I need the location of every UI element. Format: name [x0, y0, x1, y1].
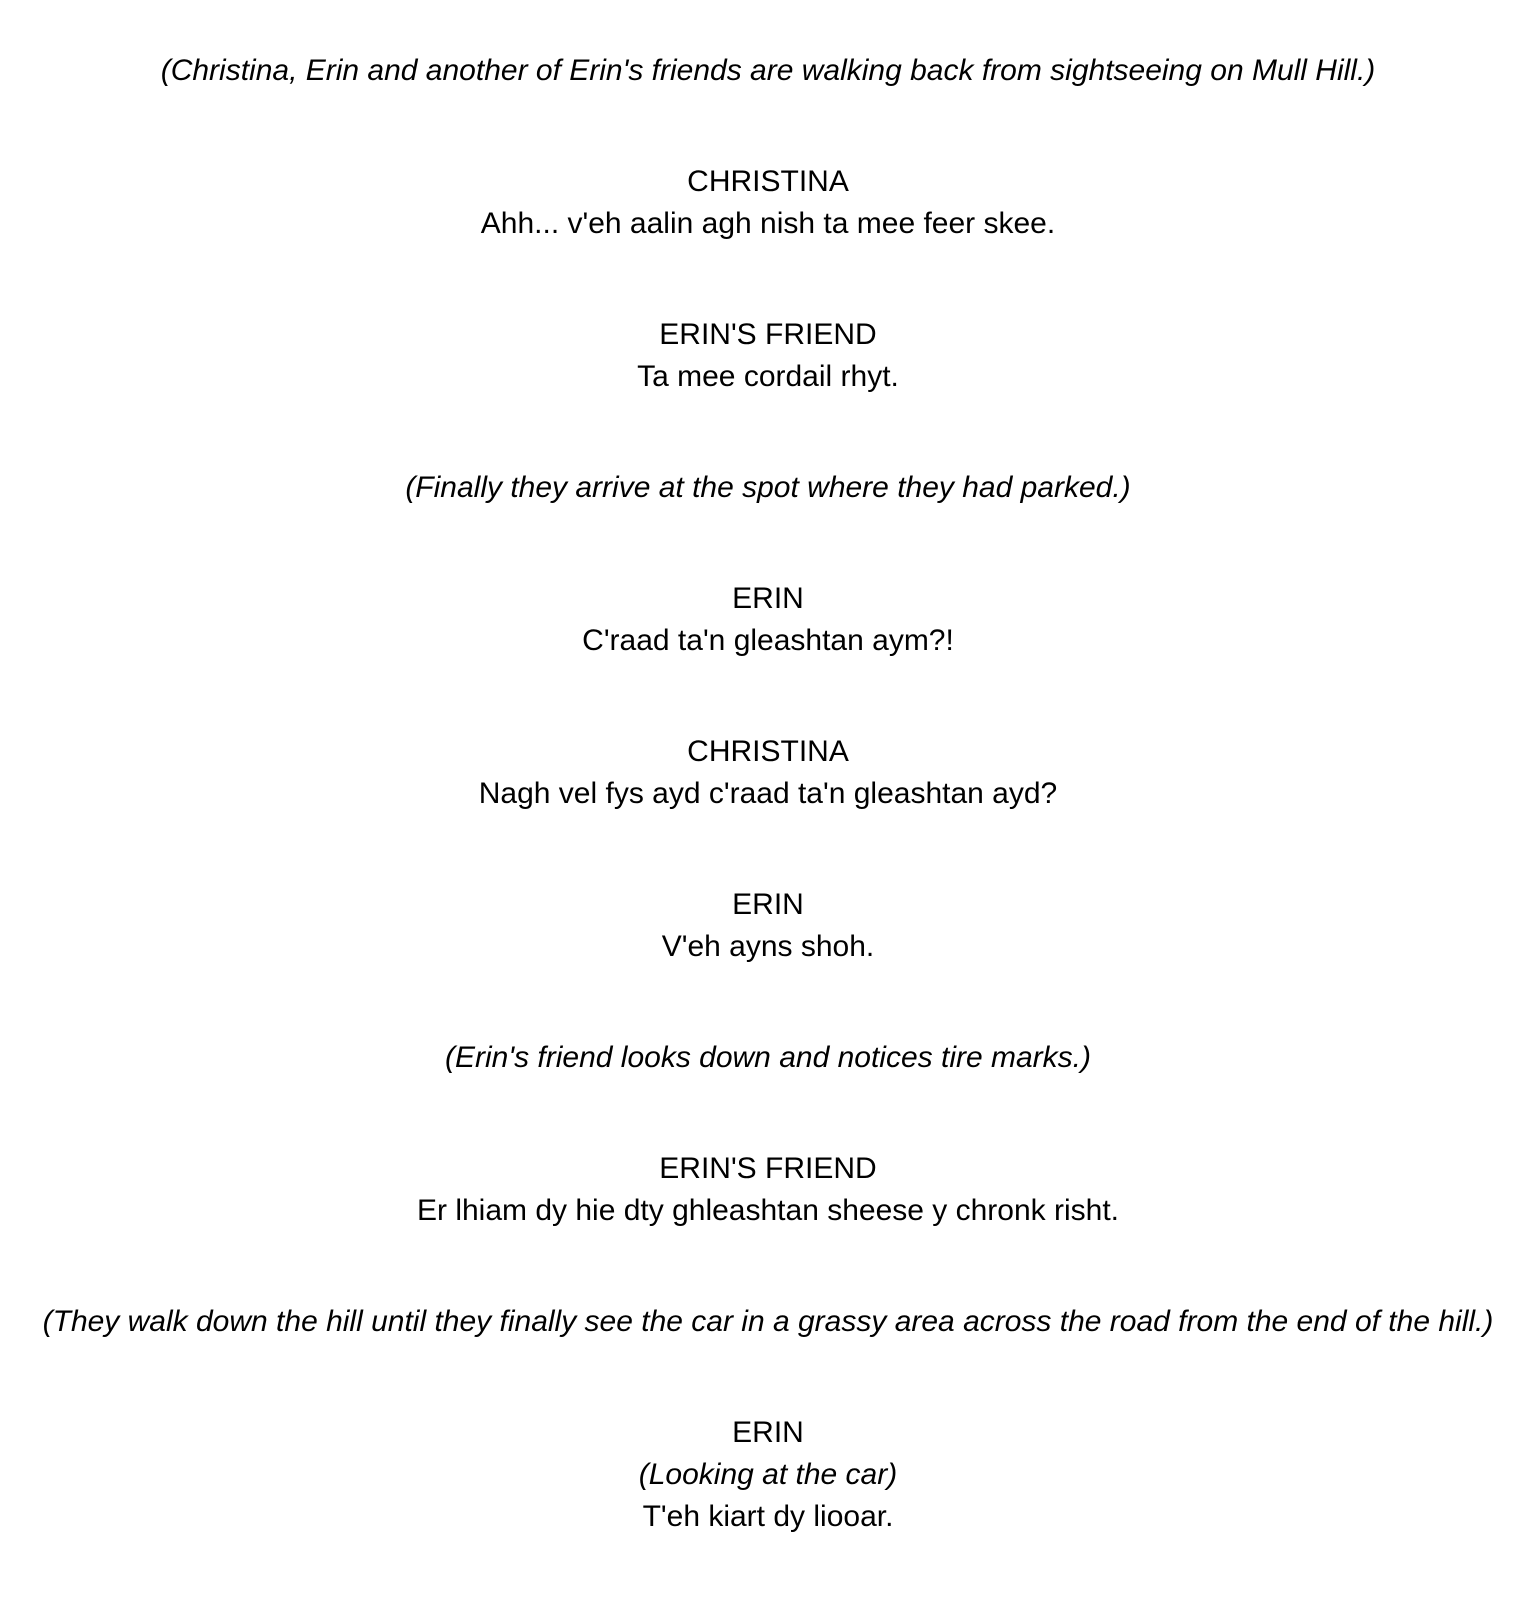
dialogue-block [16, 1148, 1520, 1232]
stage-direction-text: (Christina, Erin and another of Erin's friends are walking back from sightseeing on Mull Hill.) [160, 54, 1376, 87]
dialogue-parenthetical: (Looking at the car) [638, 1458, 898, 1491]
dialogue-block [16, 1412, 1520, 1538]
script-blocks [16, 50, 1520, 1538]
dialogue-line: Nagh vel fys ayd c'raad ta'n gleashtan ayd? [478, 777, 1058, 810]
dialogue-block [16, 884, 1520, 968]
dialogue-line: Er lhiam dy hie dty ghleashtan sheese y chronk risht. [416, 1194, 1120, 1227]
dialogue-line: Ahh... v'eh aalin agh nish ta mee feer skee. [480, 207, 1056, 240]
character-name: ERIN [732, 1416, 804, 1449]
character-name: CHRISTINA [687, 735, 849, 768]
dialogue-line: V'eh ayns shoh. [661, 930, 875, 963]
character-name: ERIN [732, 888, 804, 921]
stage-direction [16, 1301, 1520, 1343]
stage-direction-text: (Finally they arrive at the spot where they had parked.) [405, 471, 1131, 504]
character-name: ERIN'S FRIEND [659, 318, 877, 351]
dialogue-line: T'eh kiart dy liooar. [642, 1500, 894, 1533]
dialogue-block [16, 314, 1520, 398]
character-name: CHRISTINA [687, 165, 849, 198]
dialogue-block [16, 731, 1520, 815]
dialogue-line: Ta mee cordail rhyt. [637, 360, 899, 393]
character-name: ERIN'S FRIEND [659, 1152, 877, 1185]
dialogue-block [16, 161, 1520, 245]
stage-direction-text: (They walk down the hill until they finally see the car in a grassy area across the road from the end of the hill.) [42, 1305, 1494, 1338]
character-name: ERIN [732, 582, 804, 615]
dialogue-line: C'raad ta'n gleashtan aym?! [582, 624, 954, 657]
dialogue-block [16, 578, 1520, 662]
stage-direction [16, 50, 1520, 92]
stage-direction-text: (Erin's friend looks down and notices tire marks.) [445, 1041, 1091, 1074]
stage-direction [16, 467, 1520, 509]
stage-direction [16, 1037, 1520, 1079]
